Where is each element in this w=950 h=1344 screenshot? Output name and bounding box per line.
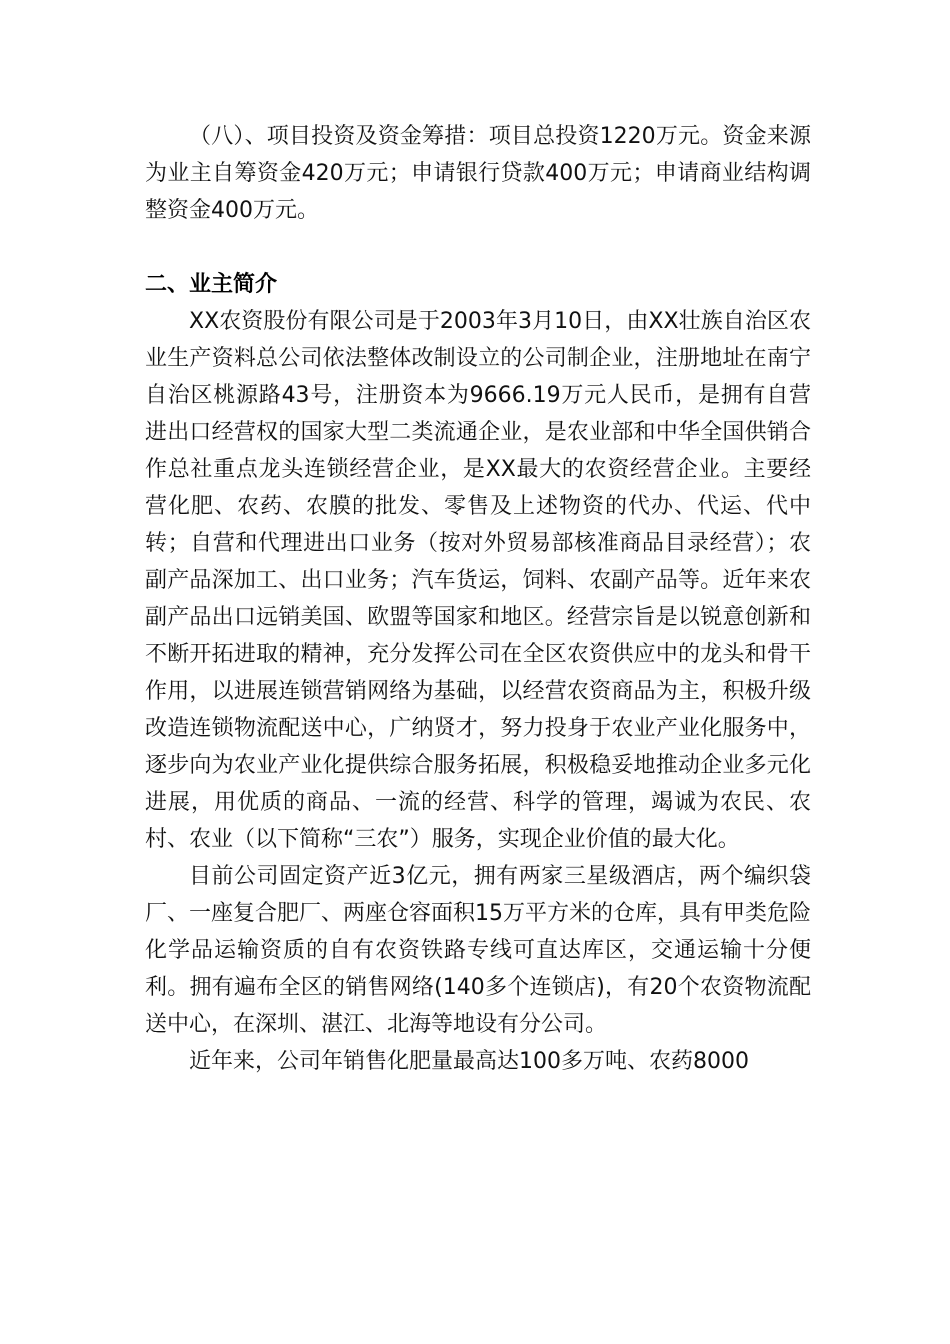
investment-section — [145, 118, 811, 229]
investment-paragraph: （八）、项目投资及资金筹措：项目总投资1220万元。资金来源为业主自筹资金420万元；申请银行贷款400万元；申请商业结构调整资金400万元。 — [145, 124, 811, 223]
section-heading-owner: 二、业主简介 — [145, 272, 278, 297]
owner-section — [145, 303, 811, 1080]
company-intro-paragraph: XX农资股份有限公司是于2003年3月10日，由XX壮族自治区农业生产资料总公司依法整体改制设立的公司制企业，注册地址在南宁自治区桃源路43号，注册资本为9666.19万元人民币，是拥有自营进出口经营权的国家大型二类流通企业，是农业部和中华全国供销合作总社重点龙头连锁经营企业，是XX最大的农资经营企业。主要经营化肥、农药、农膜的批发、零售及上述物资的代办、代运、代中转；自营和代理进出口业务（按对外贸易部核准商品目录经营）；农副产品深加工、出口业务；汽车货运，饲料、农副产品等。近年来农副产品出口远销美国、欧盟等国家和地区。经营宗旨是以锐意创新和不断开拓进取的精神，充分发挥公司在全区农资供应中的龙头和骨干作用，以进展连锁营销网络为基础，以经营农资商品为主，积极升级改造连锁物流配送中心，广纳贤才，努力投身于农业产业化服务中，逐步向为农业产业化提供综合服务拓展，积极稳妥地推动企业多元化进展，用优质的商品、一流的经营、科学的管理，竭诚为农民、农村、农业（以下简称“三农”）服务，实现企业价值的最大化。 — [145, 309, 811, 852]
sales-paragraph: 近年来，公司年销售化肥量最高达100多万吨、农药8000 — [189, 1049, 749, 1074]
assets-paragraph: 目前公司固定资产近3亿元，拥有两家三星级酒店，两个编织袋厂、一座复合肥厂、两座仓容面积15万平方米的仓库，具有甲类危险化学品运输资质的自有农资铁路专线可直达库区，交通运输十分便利。拥有遍布全区的销售网络(140多个连锁店)，有20个农资物流配送中心，在深圳、湛江、北海等地设有分公司。 — [145, 864, 811, 1037]
